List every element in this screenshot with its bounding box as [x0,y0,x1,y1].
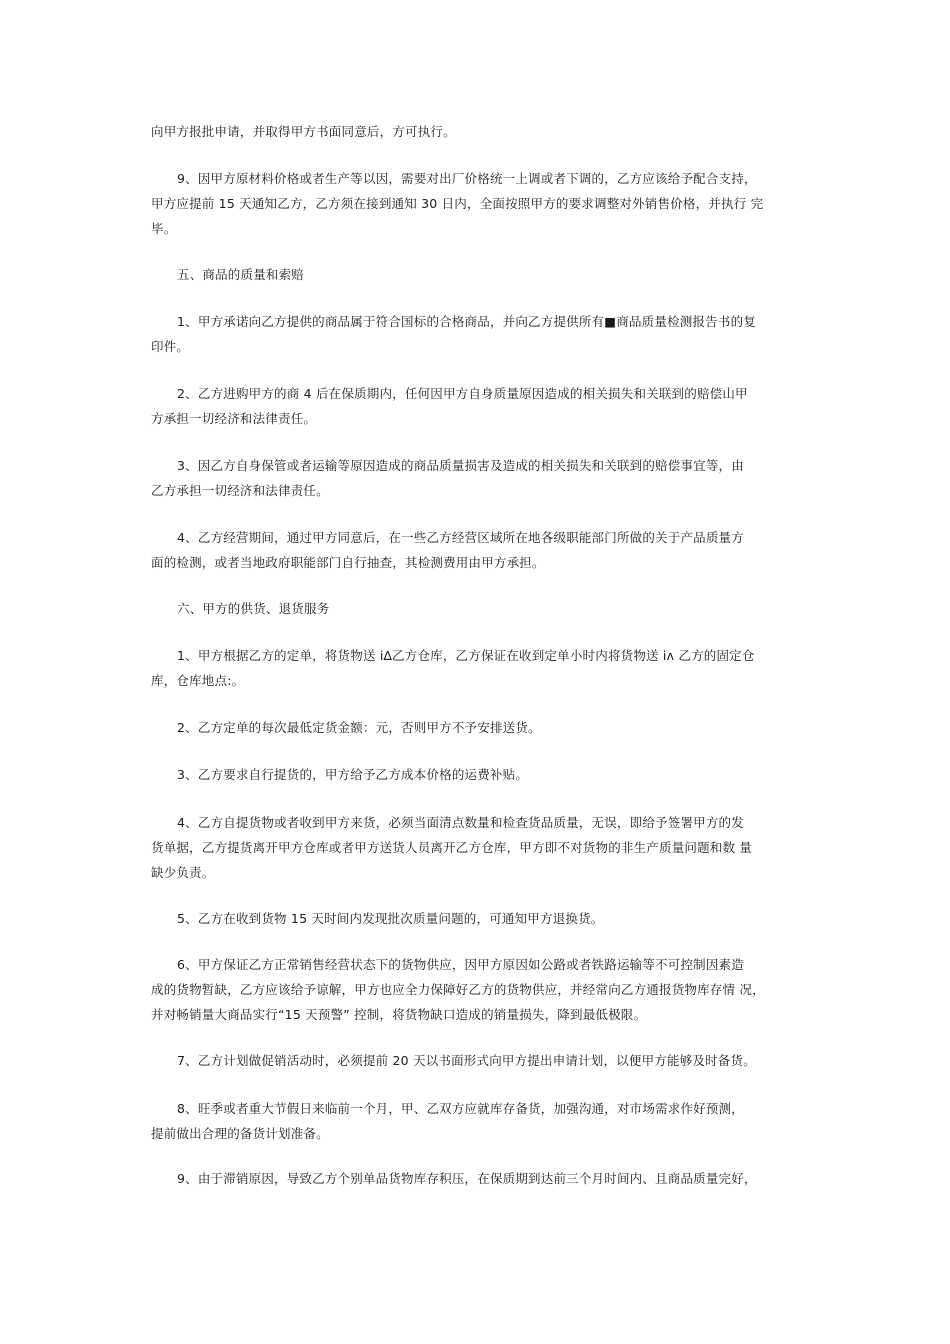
text-line: 1、甲方承诺向乙方提供的商品属于符合国标的合格商品，并向乙方提供所有■商品质量检测报告书的复 [177,314,756,329]
paragraph-approval-continued [151,119,801,144]
text-line: 缺少负责。 [151,865,215,880]
paragraph-supply-6 [151,952,801,1027]
paragraph-supply-7 [151,1048,801,1073]
text-line: 甲方应提前 15 天通知乙方，乙方须在接到通知 30 日内，全面按照甲方的要求调整对外销售价格，并执行 完 [151,196,764,211]
text-line: 2、乙方进购甲方的商 4 后在保质期内，任何因甲方自身质量原因造成的相关损失和关联到的赔偿山甲 [177,386,748,401]
text-line: 面的检测，或者当地政府职能部门自行抽查，其检测费用由甲方承担。 [151,555,545,570]
paragraph-quality-1 [151,309,801,359]
text-line: 印件。 [151,339,190,354]
text-line: 向甲方报批申请，并取得甲方书面同意后，方可执行。 [151,124,456,139]
text-line: 六、甲方的供货、退货服务 [177,601,330,616]
text-line: 9、由于滞销原因，导致乙方个别单品货物库存积压，在保质期到达前三个月时间内、且商品质量完好， [177,1171,757,1186]
paragraph-supply-4 [151,810,801,885]
paragraph-quality-4 [151,525,801,575]
text-line: 成的货物暂缺，乙方应该给予谅解，甲方也应全力保障好乙方的货物供应，并经常向乙方通报货物库存情 况， [151,982,765,997]
text-line: 8、旺季或者重大节假日来临前一个月，甲、乙双方应就库存备货，加强沟通，对市场需求作好预测， [177,1101,744,1116]
text-line: 9、因甲方原材料价格或者生产等以因，需要对出厂价格统一上调或者下调的，乙方应该给予配合支持， [177,171,757,186]
text-line: 7、乙方计划做促销活动时，必须提前 20 天以书面形式向甲方提出申请计划，以便甲方能够及时备货。 [177,1053,756,1068]
text-line: 方承担一切经济和法律责任。 [151,411,317,426]
text-line: 6、甲方保证乙方正常销售经营状态下的货物供应，因甲方原因如公路或者铁路运输等不可控制因素造 [177,957,744,972]
text-line: 3、因乙方自身保管或者运输等原因造成的商品质量损害及造成的相关损失和关联到的赔偿事宜等，由 [177,458,744,473]
paragraph-quality-3 [151,453,801,503]
text-line: 提前做出合理的备货计划准备。 [151,1126,329,1141]
text-line: 并对畅销量大商品实行“15 天预警” 控制，将货物缺口造成的销量损失，降到最低极限。 [151,1007,647,1022]
paragraph-supply-2 [151,715,801,740]
text-line: 3、乙方要求自行提货的，甲方给予乙方成本价格的运费补贴。 [177,767,529,782]
text-line: 5、乙方在收到货物 15 天时间内发现批次质量问题的，可通知甲方退换货。 [177,911,604,926]
paragraph-price-adjustment [151,166,801,241]
text-line: 毕。 [151,221,177,236]
section-heading-quality [151,262,801,287]
paragraph-supply-9 [151,1166,801,1191]
text-line: 货单据，乙方提货离开甲方仓库或者甲方送货人员离开乙方仓库，甲方即不对货物的非生产质量问题和数 量 [151,840,753,855]
paragraph-supply-1 [151,643,801,693]
text-line: 4、乙方自提货物或者收到甲方来货，必须当面清点数量和检查货品质量，无误，即给予签署甲方的发 [177,815,744,830]
section-heading-supply [151,596,801,621]
text-line: 五、商品的质量和索赔 [177,267,305,282]
text-line: 库，仓库地点:。 [151,673,245,688]
paragraph-quality-2 [151,381,801,431]
text-line: 2、乙方定单的每次最低定货金额：元，否则甲方不予安排送货。 [177,720,541,735]
text-line: 1、甲方根据乙方的定单，将货物送 i∆乙方仓库，乙方保证在收到定单小时内将货物送 iʌ 乙方的固定仓 [177,648,755,663]
text-line: 乙方承担一切经济和法律责任。 [151,483,329,498]
paragraph-supply-5 [151,906,801,931]
paragraph-supply-8 [151,1096,801,1146]
paragraph-supply-3 [151,762,801,787]
text-line: 4、乙方经营期间，通过甲方同意后，在一些乙方经营区域所在地各级职能部门所做的关于产品质量方 [177,530,744,545]
